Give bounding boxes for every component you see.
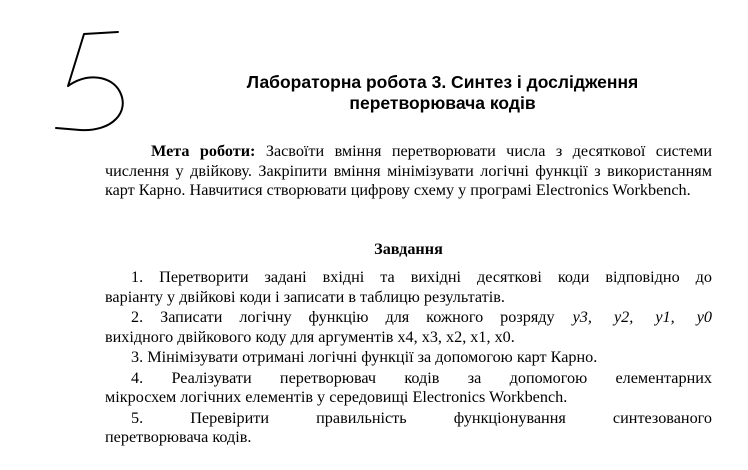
handwritten-grade-mark: [50, 20, 140, 145]
output-y2: y2,: [613, 308, 634, 326]
task-list: [105, 268, 712, 449]
task-4-line-1: 4. Реалізувати перетворювач кодів за допомогою елементарних: [131, 368, 712, 387]
task-1-line-2: варіанту у двійкові коди і записати в таблицю результатів.: [105, 287, 505, 306]
task-item-1: [105, 268, 712, 307]
task-5-line-1: 5. Перевірити правильність функціонування синтезованого: [131, 408, 712, 427]
task-4-line-2: мікросхем логічних елементів у середовищі Electronics Workbench.: [105, 388, 568, 406]
task-1-line-1: 1. Перетворити задані вхідні та вихідні десяткові коди відповідно до: [131, 268, 712, 286]
task-item-3: [105, 348, 712, 368]
task-2-outputs: [555, 308, 712, 328]
goal-paragraph: [105, 142, 712, 201]
goal-text: Засвоїти вміння перетворювати числа з десяткової системи числення у двійкову. Закріпити вміння мінімізувати логічні функції з використанням карт Карно. Навчитися створювати цифрову схему у програмі Electronics Workbench.: [105, 142, 713, 199]
task-3-text: 3. Мінімізувати отримані логічні функції за допомогою карт Карно.: [131, 348, 598, 366]
goal-label: Мета роботи:: [151, 142, 256, 160]
task-5-line-2: перетворювача кодів.: [105, 428, 252, 446]
task-item-4: [105, 369, 712, 408]
task-2-line-1: [105, 308, 712, 328]
title-line-2: перетворювача кодів: [349, 93, 536, 113]
tasks-heading: Завдання: [374, 240, 443, 258]
task-item-2: [105, 308, 712, 347]
task-2-text: 2. Записати логічну функцію для кожного розряду: [131, 308, 555, 326]
output-y1: y1,: [655, 308, 675, 326]
page-title: [160, 72, 725, 114]
task-item-5: [105, 409, 712, 448]
task-2-line-2: вихідного двійкового коду для аргументів x4, x3, x2, x1, x0.: [105, 327, 515, 346]
title-line-1: Лабораторна робота 3. Синтез і дослідження: [246, 72, 639, 92]
output-y3: y3,: [572, 308, 592, 326]
output-y0: y0: [696, 308, 712, 326]
